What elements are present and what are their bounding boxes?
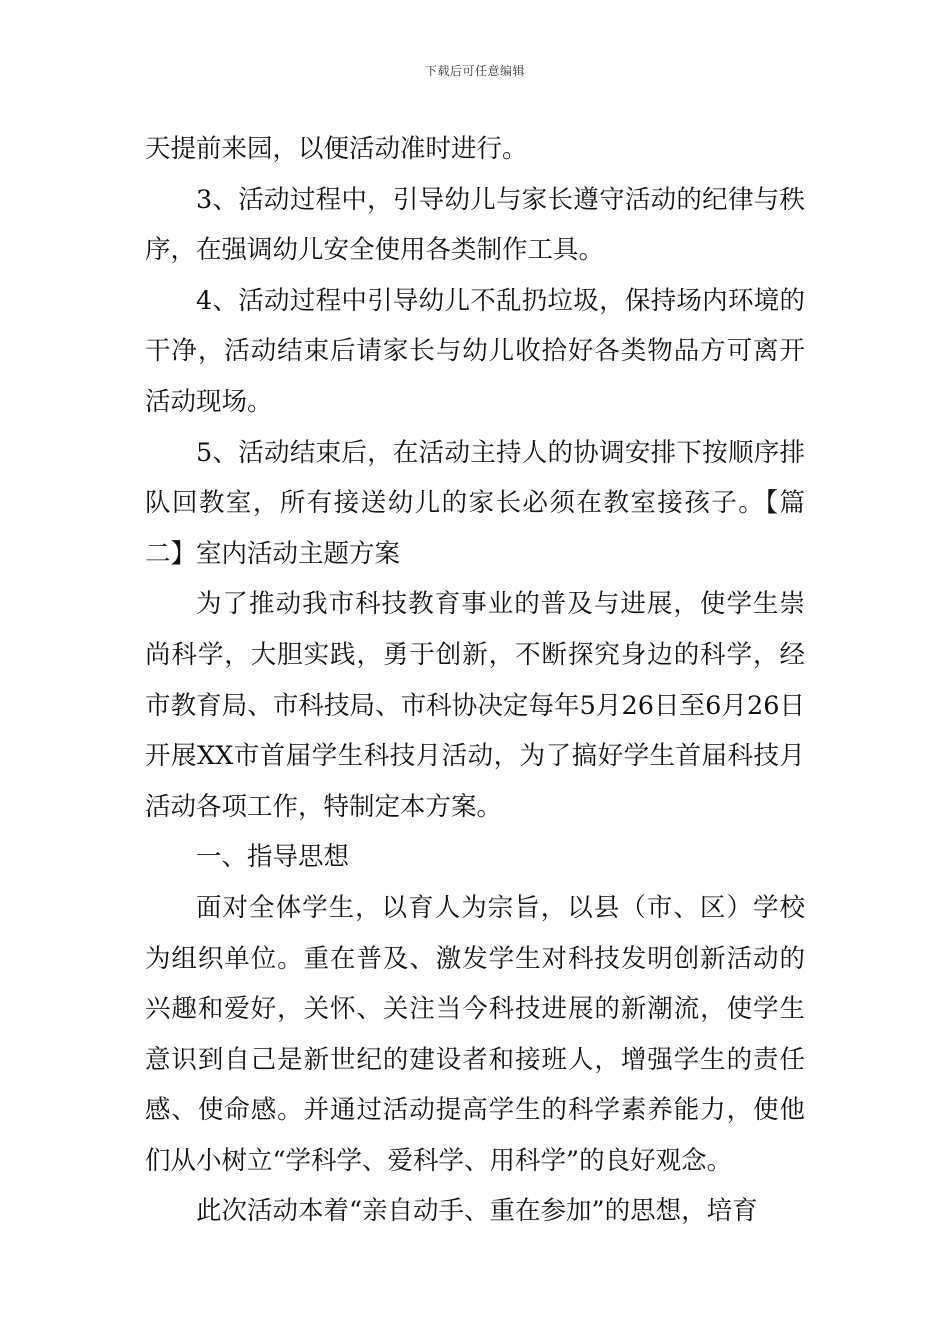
paragraph-intro: 为了推动我市科技教育事业的普及与进展，使学生崇尚科学，大胆实践，勇于创新，不断探究身边的科学，经市教育局、市科技局、市科协决定每年5月26日至6月26日开展XX市首届学生科技月活动，为了搞好学生首届科技月活动各项工作，特制定本方案。 [145,589,805,822]
document-body [145,124,805,1237]
section-heading-guiding-thought: 一、指导思想 [196,842,350,873]
paragraph-guiding-thought: 面对全体学生，以育人为宗旨，以县（市、区）学校为组织单位。重在普及、激发学生对科技发明创新活动的兴趣和爱好，关怀、关注当今科技进展的新潮流，使学生意识到自己是新世纪的建设者和接班人，增强学生的责任感、使命感。并通过活动提高学生的科学素养能力，使他们从小树立“学科学、爱科学、用科学”的良好观念。 [145,892,805,1176]
paragraph-activity-principle: 此次活动本着“亲自动手、重在参加”的思想，培育 [196,1196,758,1227]
paragraph-continuation: 天提前来园，以便活动准时进行。 [145,134,528,164]
page-header: 下载后可任意编辑 [424,64,525,78]
paragraph-item-5: 5、活动结束后，在活动主持人的协调安排下按顺序排队回教室，所有接送幼儿的家长必须在教室接孩子。【篇二】室内活动主题方案 [145,437,805,569]
paragraph-item-4: 4、活动过程中引导幼儿不乱扔垃圾，保持场内环境的干净，活动结束后请家长与幼儿收拾好各类物品方可离开活动现场。 [145,285,805,417]
paragraph-item-3: 3、活动过程中，引导幼儿与家长遵守活动的纪律与秩序，在强调幼儿安全使用各类制作工具。 [145,184,805,266]
